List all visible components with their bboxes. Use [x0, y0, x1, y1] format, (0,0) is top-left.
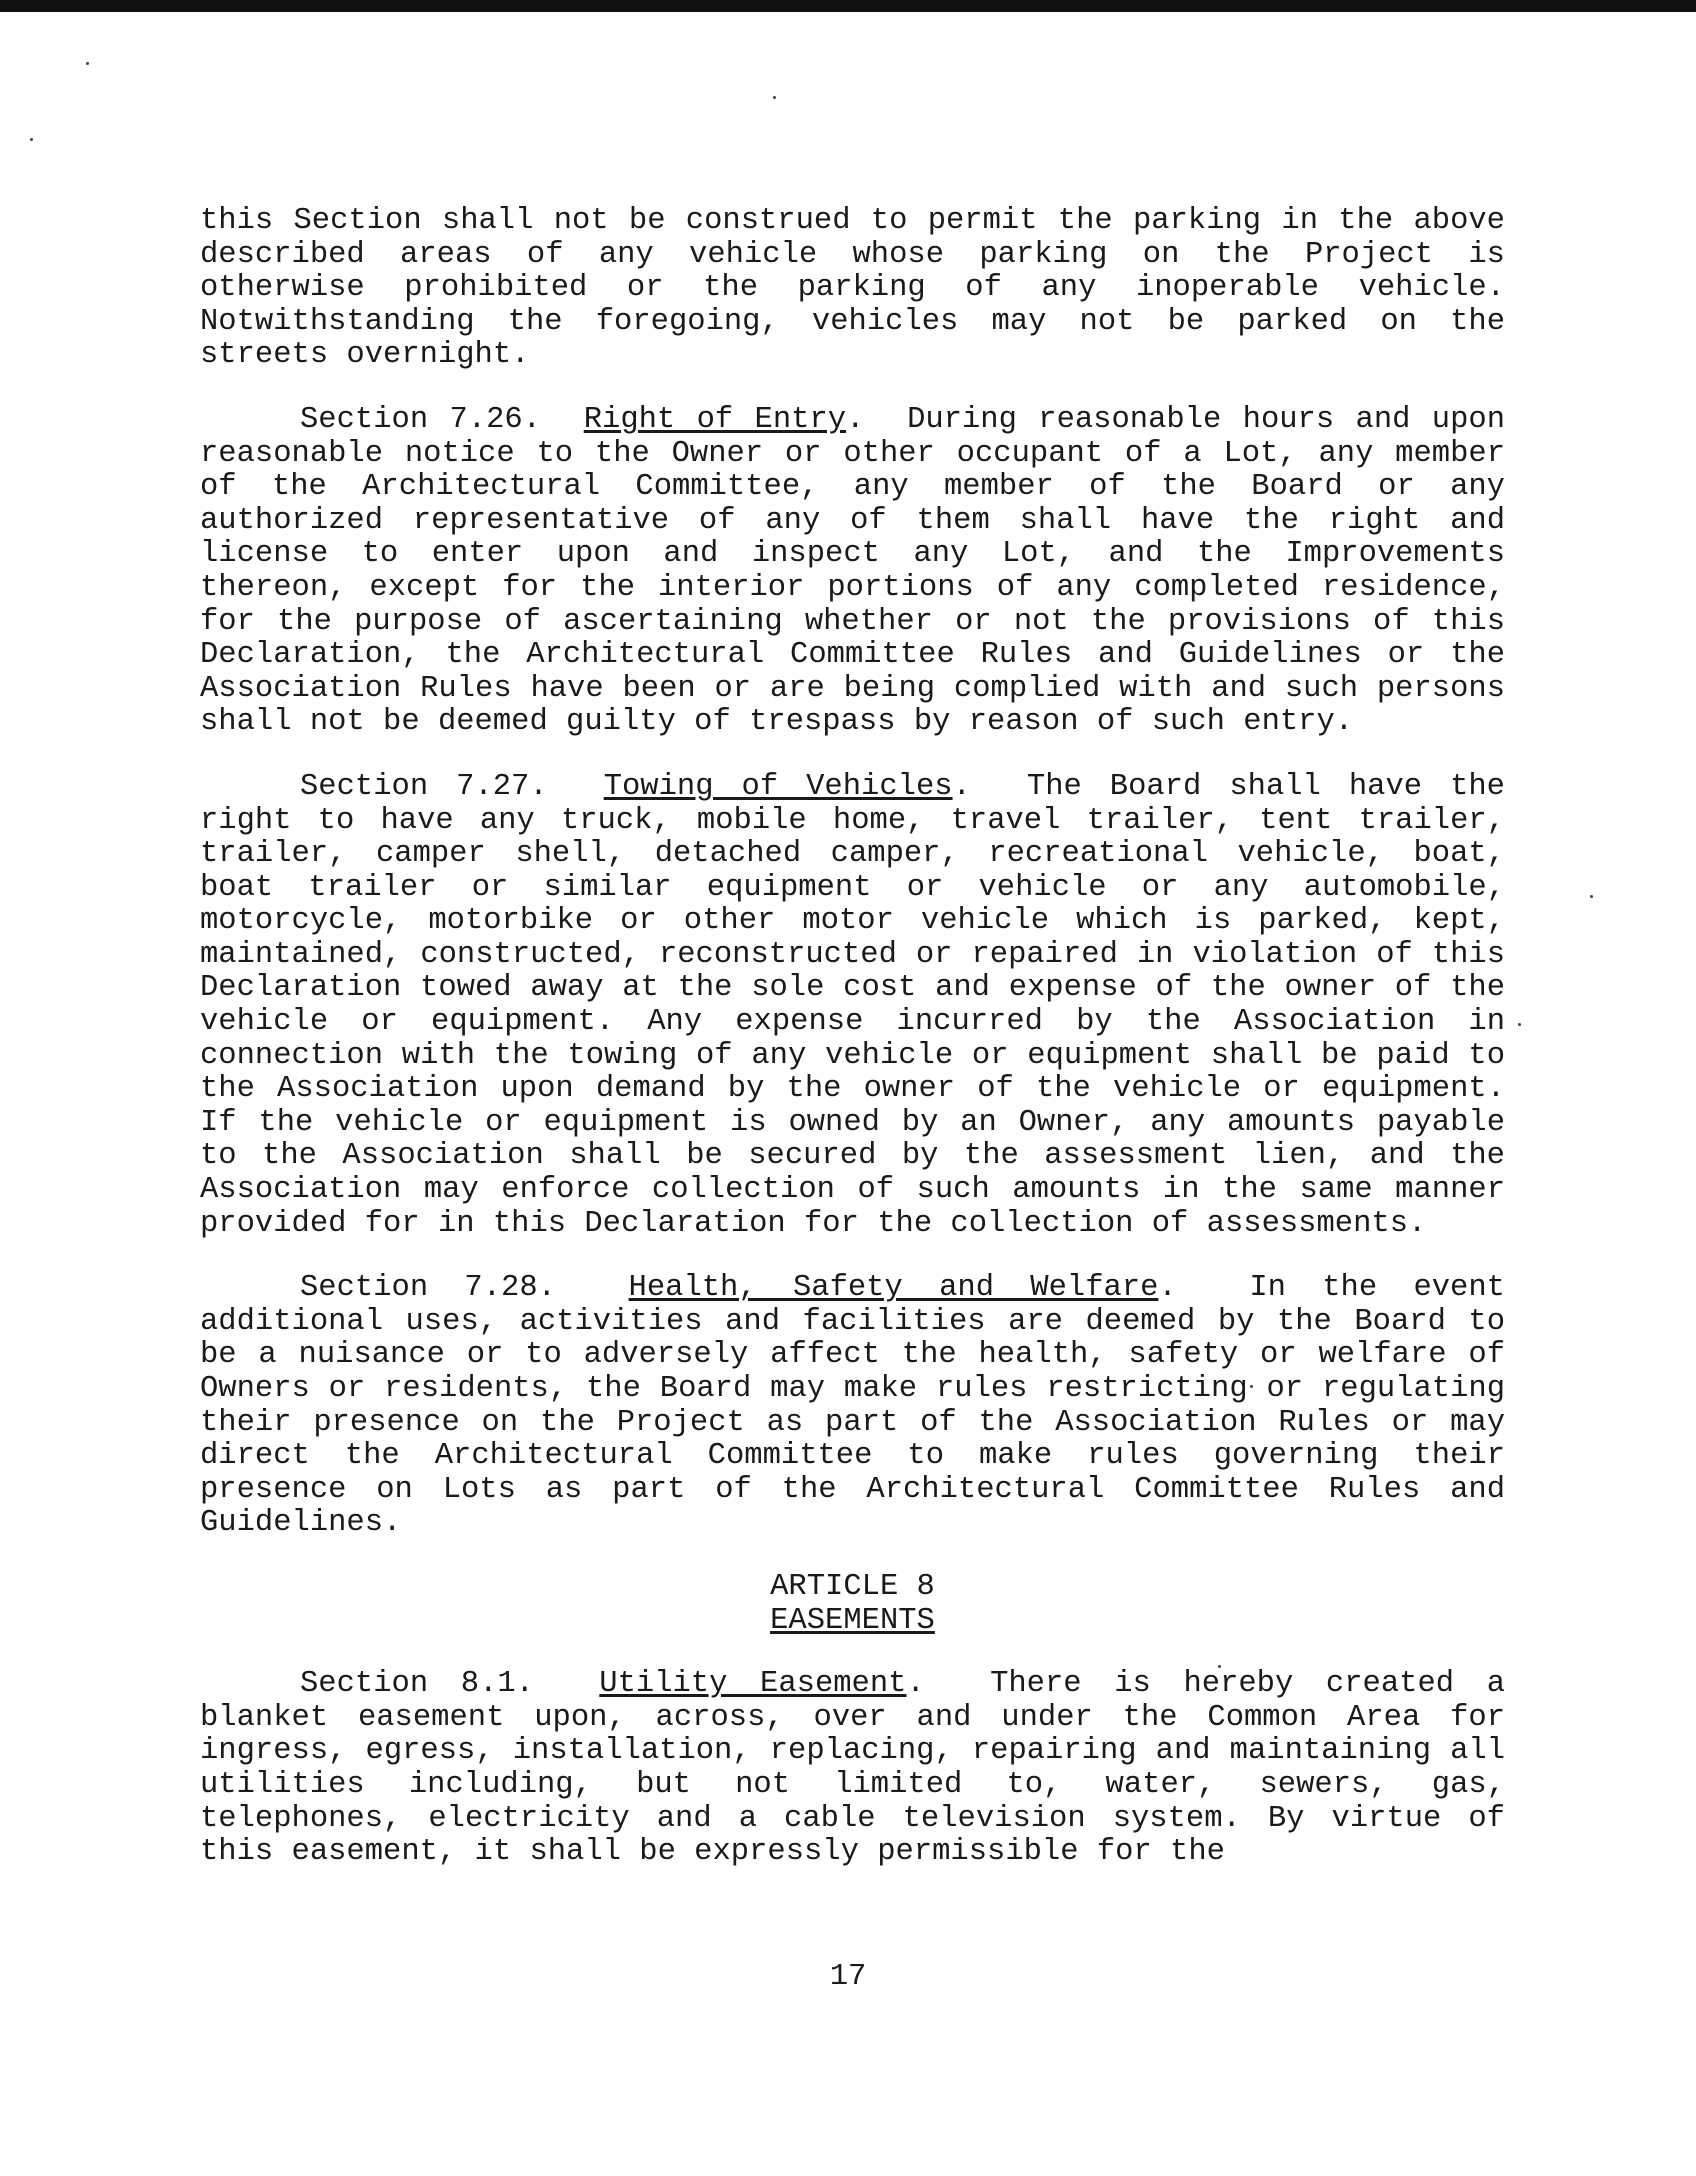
scan-speck — [773, 96, 776, 99]
scan-speck — [1590, 895, 1593, 898]
section-number: Section 7.27. — [300, 769, 548, 804]
scan-speck — [86, 62, 89, 65]
section-7-27: Section 7.27. Towing of Vehicles. The Board shall have the right to have any truck, mobile home, travel trailer, tent trailer, trailer, camper shell, detached camper, recreational vehicle, boat, boat trailer or similar equipment or vehicle or any automobile, motorcycle, motorbike or other motor vehicle which is parked, kept, maintained, constructed, reconstructed or repaired in violation of this Declaration towed away at the sole cost and expense of the owner of the vehicle or equipment. Any expense incurred by the Association in connection with the towing of any vehicle or equipment shall be paid to the Association upon demand by the owner of the vehicle or equipment. If the vehicle or equipment is owned by an Owner, any amounts payable to the Association shall be secured by the assessment lien, and the Association may enforce collection of such amounts in the same manner provided for in this Declaration for the collection of assessments. — [200, 769, 1505, 1241]
section-title: Right of Entry — [583, 402, 847, 437]
section-number: Section 7.28. — [300, 1271, 556, 1306]
opening-paragraph: this Section shall not be construed to permit the parking in the above described areas of any vehicle whose parking on the Project is otherwise prohibited or the parking of any inoperable vehicle. Notwithstanding the foregoing, vehicles may not be parked on the streets overnight. — [200, 204, 1505, 373]
section-number: Section 8.1. — [300, 1667, 534, 1702]
section-title: Towing of Vehicles — [603, 769, 953, 804]
section-body: There is hereby created a blanket easement upon, across, over and under the Common Area for ingress, egress, installation, replacing, repairing and maintaining all utilities including, but not limited to, water, sewers, gas, telephones, electricity and a cable television system. By virtue of this easement, it shall be expressly permissible for the — [200, 1667, 1505, 1870]
section-body: The Board shall have the right to have any truck, mobile home, travel trailer, tent trailer, trailer, camper shell, detached camper, recreational vehicle, boat, boat trailer or similar equipment or vehicle or any automobile, motorcycle, motorbike or other motor vehicle which is parked, kept, maintained, constructed, reconstructed or repaired in violation of this Declaration towed away at the sole cost and expense of the owner of the vehicle or equipment. Any expense incurred by the Association in connection with the towing of any vehicle or equipment shall be paid to the Association upon demand by the owner of the vehicle or equipment. If the vehicle or equipment is owned by an Owner, any amounts payable to the Association shall be secured by the assessment lien, and the Association may enforce collection of such amounts in the same manner provided for in this Declaration for the collection of assessments. — [200, 769, 1505, 1241]
document-page — [200, 205, 1505, 1870]
section-7-26: Section 7.26. Right of Entry. During reasonable hours and upon reasonable notice to the Owner or other occupant of a Lot, any member of the Architectural Committee, any member of the Board or any authorized representative of any of them shall have the right and license to enter upon and inspect any Lot, and the Improvements thereon, except for the interior portions of any completed residence, for the purpose of ascertaining whether or not the provisions of this Declaration, the Architectural Committee Rules and Guidelines or the Association Rules have been or are being complied with and such persons shall not be deemed guilty of trespass by reason of such entry. — [200, 402, 1505, 740]
section-body: In the event additional uses, activities and facilities are deemed by the Board to be a nuisance or to adversely affect the health, safety or welfare of Owners or residents, the Board may make rules restricting or regulating their presence on the Project as part of the Association Rules or may direct the Architectural Committee to make rules governing their presence on Lots as part of the Architectural Committee Rules and Guidelines. — [200, 1271, 1505, 1541]
scan-speck — [30, 138, 33, 141]
scan-top-edge — [0, 0, 1696, 12]
section-8-1: Section 8.1. Utility Easement. There is hereby created a blanket easement upon, across, over and under the Common Area for ingress, egress, installation, replacing, repairing and maintaining all utilities including, but not limited to, water, sewers, gas, telephones, electricity and a cable television system. By virtue of this easement, it shall be expressly permissible for the — [200, 1667, 1505, 1870]
section-number: Section 7.26. — [300, 402, 541, 437]
scan-speck — [1518, 1023, 1521, 1026]
page-number: 17 — [829, 1960, 867, 1994]
section-7-28: Section 7.28. Health, Safety and Welfare. In the event additional uses, activities and facilities are deemed by the Board to be a nuisance or to adversely affect the health, safety or welfare of Owners or residents, the Board may make rules restricting or regulating their presence on the Project as part of the Association Rules or may direct the Architectural Committee to make rules governing their presence on Lots as part of the Architectural Committee Rules and Guidelines. — [200, 1271, 1505, 1541]
article-heading-block — [200, 1571, 1505, 1638]
article-title: EASEMENTS — [770, 1603, 935, 1638]
section-title: Utility Easement — [599, 1667, 907, 1702]
section-body: During reasonable hours and upon reasonable notice to the Owner or other occupant of a Lot, any member of the Architectural Committee, any member of the Board or any authorized representative of any of them shall have the right and license to enter upon and inspect any Lot, and the Improvements thereon, except for the interior portions of any completed residence, for the purpose of ascertaining whether or not the provisions of this Declaration, the Architectural Committee Rules and Guidelines or the Association Rules have been or are being complied with and such persons shall not be deemed guilty of trespass by reason of such entry. — [200, 402, 1505, 740]
section-title: Health, Safety and Welfare — [628, 1271, 1159, 1306]
article-number: ARTICLE 8 — [770, 1569, 935, 1604]
